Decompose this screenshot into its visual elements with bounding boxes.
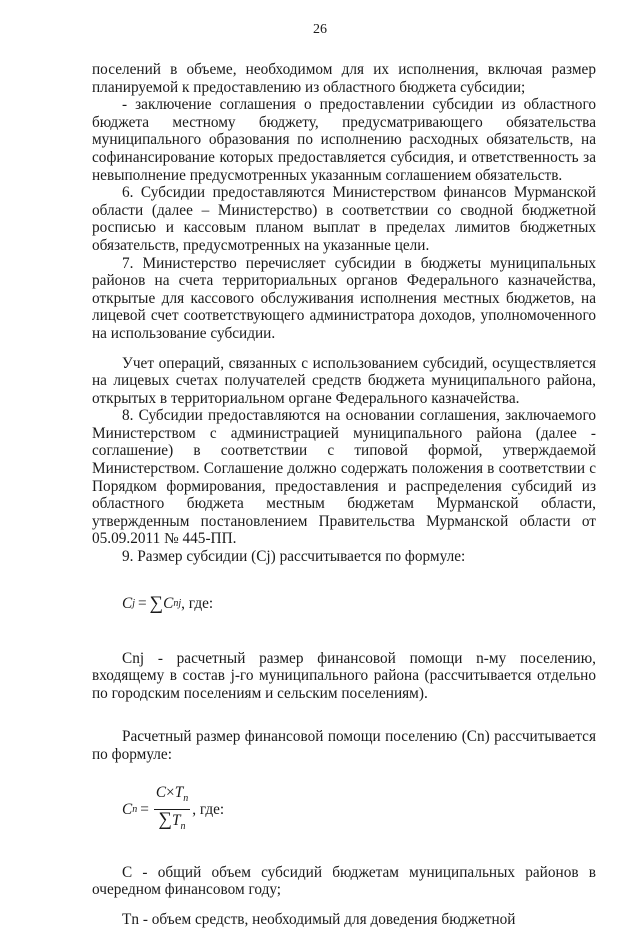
paragraph-4: 7. Министерство перечисляет субсидии в бюджеты муниципальных районов на счета территориальных органов Федерального казначейства, открытые для кассового обслуживания исполнения местных бюджетов, на лицевой счет соответствующего администратора доходов, уполномоченного на использование субсидии. xyxy=(92,254,596,342)
formula2-fraction xyxy=(154,784,190,836)
paragraph-1: поселений в объеме, необходимом для их исполнения, включая размер планируемой к предоставлению из областного бюджета субсидии; xyxy=(92,61,596,96)
formula2-equals: = xyxy=(140,800,149,818)
paragraph-3: 6. Субсидии предоставляются Министерством финансов Мурманской области (далее – Министерство) в соответствии со сводной бюджетной росписью и кассовым планом выплат в пределах лимитов бюджетных обязательств, предусмотренных на указанные цели. xyxy=(92,184,596,254)
definition-c: С - общий объем субсидий бюджетам муниципальных районов в очередном финансовом году; xyxy=(92,863,596,899)
formula2-lhs-sub: n xyxy=(132,803,138,815)
formula2-lhs: C xyxy=(122,800,133,818)
formula-settlement-aid xyxy=(122,782,596,838)
formula1-rhs-sub: nj xyxy=(173,597,182,609)
definition-cn-intro: Расчетный размер финансовой помощи поселению (Cn) рассчитывается по формуле: xyxy=(92,728,596,763)
formula1-lhs: C xyxy=(122,594,133,612)
formula1-tail: , где: xyxy=(181,594,214,612)
paragraph-5: Учет операций, связанных с использованием субсидий, осуществляется на лицевых счетах получателей средств бюджета муниципального района, открытых в территориальном органе Федерального казначейства. xyxy=(92,354,596,407)
formula-subsidy-total xyxy=(122,584,596,624)
paragraph-6: 8. Субсидии предоставляются на основании соглашения, заключаемого Министерством с администрацией муниципального района (далее - соглашение) в соответствии с типовой формой, утверждаемой Министерством. Соглашение должно содержать положения в соответствии с Порядком формирования, предоставления и распределения субсидий из областного бюджета местным бюджетам Мурманской области, утвержденным постановлением Правительства Мурманской области от 05.09.2011 № 445-ПП. xyxy=(92,407,596,548)
formula1-lhs-sub: j xyxy=(132,597,135,609)
formula1-equals: = xyxy=(137,594,147,612)
formula2-times: × xyxy=(166,783,175,801)
formula1-sum: ∑ xyxy=(149,592,164,614)
formula2-num-c: C xyxy=(155,783,167,801)
formula2-den-t: T xyxy=(172,811,181,829)
formula2-tail: , где: xyxy=(192,800,225,818)
formula2-num-t: T xyxy=(174,783,184,801)
document-body xyxy=(92,61,596,928)
page-number: 26 xyxy=(313,22,327,37)
formula2-den-t-sub: n xyxy=(180,820,186,832)
formula2-denominator xyxy=(156,810,187,836)
definition-tn: Tn - объем средств, необходимый для доведения бюджетной xyxy=(122,910,516,928)
formula2-den-sum: ∑ xyxy=(158,808,173,830)
paragraph-2: - заключение соглашения о предоставлении субсидии из областного бюджета местному бюджету, предусматривающего обязательства муниципального образования по исполнению расходных обязательств, на софинансирование которых предоставляется субсидия, и ответственность за невыполнение предусмотренных указанным соглашением обязательств. xyxy=(92,96,596,184)
formula1-rhs: C xyxy=(163,594,174,612)
formula2-num-t-sub: n xyxy=(183,792,189,804)
paragraph-7: 9. Размер субсидии (Cj) рассчитывается по формуле: xyxy=(122,548,466,566)
formula2-numerator xyxy=(154,784,190,810)
definition-cnj: Cnj - расчетный размер финансовой помощи n-му поселению, входящему в состав j-го муниципального района (рассчитывается отдельно по городским поселениям и сельским поселениям). xyxy=(92,649,596,702)
